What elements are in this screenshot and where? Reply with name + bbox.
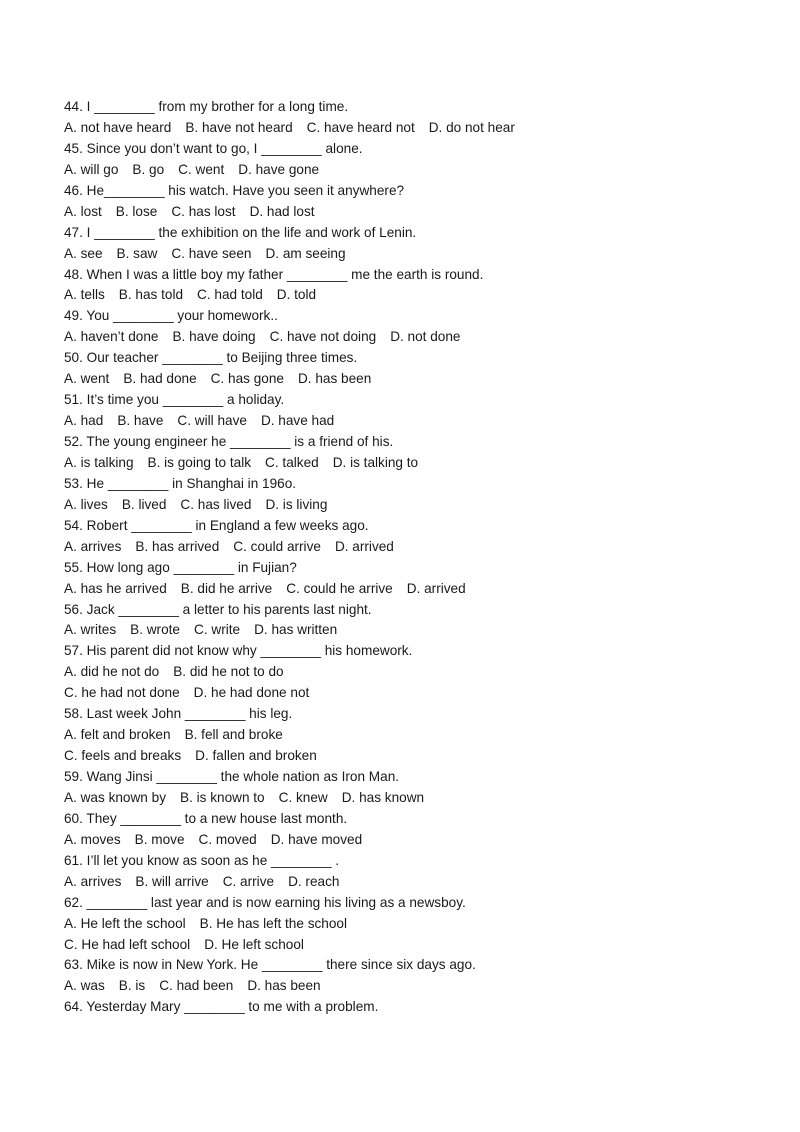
question-stem: 63. Mike is now in New York. He ________ there since six days ago.: [64, 957, 476, 973]
answer-options-row: [64, 620, 764, 641]
answer-option: B. will arrive: [135, 873, 209, 889]
answer-option: B. is known to: [180, 789, 265, 805]
answer-options-row: [64, 285, 764, 306]
answer-options-row: [64, 662, 764, 683]
answer-option: C. had told: [197, 287, 263, 303]
answer-option: C. have not doing: [269, 329, 377, 345]
answer-options-row: [64, 746, 764, 767]
question-stem: 55. How long ago ________ in Fujian?: [64, 559, 297, 575]
question-stem: 60. They ________ to a new house last month.: [64, 810, 348, 826]
answer-options-row: [64, 976, 764, 997]
question-stem: 64. Yesterday Mary ________ to me with a problem.: [64, 999, 379, 1015]
answer-option: A. writes: [64, 622, 117, 638]
answer-option: B. is going to talk: [147, 454, 252, 470]
answer-option: C. he had not done: [64, 685, 180, 701]
answer-option: C. knew: [278, 789, 328, 805]
answer-options-row: [64, 725, 764, 746]
answer-option: D. has known: [341, 789, 425, 805]
answer-options-row: [64, 118, 764, 139]
answer-option: B. lived: [121, 496, 167, 512]
answer-option: C. will have: [177, 413, 247, 429]
answer-option: B. is: [118, 978, 146, 994]
answer-option: A. arrives: [64, 538, 122, 554]
question-stem: 51. It’s time you ________ a holiday.: [64, 392, 285, 408]
answer-option: D. told: [276, 287, 317, 303]
answer-options-row: [64, 830, 764, 851]
answer-option: D. has written: [254, 622, 338, 638]
answer-option: B. have doing: [172, 329, 256, 345]
answer-option: D. He left school: [204, 936, 304, 952]
answer-options-row: [64, 411, 764, 432]
question-stem: 47. I ________ the exhibition on the life and work of Lenin.: [64, 224, 417, 240]
answer-option: C. could he arrive: [286, 580, 393, 596]
answer-option: D. have had: [260, 413, 335, 429]
worksheet: [64, 97, 764, 1018]
answer-options-row: [64, 453, 764, 474]
answer-option: B. saw: [116, 245, 158, 261]
answer-options-row: [64, 327, 764, 348]
answer-option: D. is talking to: [332, 454, 419, 470]
question-stem: 45. Since you don’t want to go, I ________ alone.: [64, 140, 363, 156]
answer-option: D. arrived: [406, 580, 466, 596]
question-stem: 53. He ________ in Shanghai in 196o.: [64, 475, 297, 491]
question-stem: 49. You ________ your homework..: [64, 308, 278, 324]
answer-option: C. He had left school: [64, 936, 191, 952]
answer-options-row: [64, 369, 764, 390]
answer-option: A. felt and broken: [64, 727, 171, 743]
answer-option: A. arrives: [64, 873, 122, 889]
answer-option: A. went: [64, 371, 110, 387]
answer-option: B. have not heard: [185, 119, 293, 135]
answer-options-row: [64, 579, 764, 600]
answer-option: A. He left the school: [64, 915, 186, 931]
answer-option: A. haven’t done: [64, 329, 159, 345]
answer-option: C. went: [178, 161, 225, 177]
question-stem: 59. Wang Jinsi ________ the whole nation as Iron Man.: [64, 769, 400, 784]
answer-option: A. lost: [64, 203, 102, 219]
question-stem: 50. Our teacher ________ to Beijing three times.: [64, 350, 358, 366]
answer-option: B. have: [117, 413, 164, 429]
answer-option: C. could arrive: [233, 538, 321, 554]
answer-options-row: [64, 537, 764, 558]
answer-option: B. did he arrive: [180, 580, 273, 596]
question-stem: 61. I’ll let you know as soon as he ________ .: [64, 852, 340, 868]
answer-option: D. am seeing: [265, 245, 346, 261]
answer-option: A. not have heard: [64, 119, 172, 135]
answer-option: D. is living: [265, 496, 328, 512]
answer-option: A. will go: [64, 161, 119, 177]
answer-option: B. He has left the school: [199, 915, 348, 931]
answer-option: D. reach: [288, 873, 340, 889]
answer-option: D. fallen and broken: [195, 748, 317, 764]
answer-option: C. write: [194, 622, 241, 638]
answer-option: D. arrived: [334, 538, 394, 554]
answer-option: A. did he not do: [64, 664, 160, 680]
answer-option: A. is talking: [64, 454, 134, 470]
answer-options-row: [64, 935, 764, 956]
answer-option: D. he had done not: [193, 685, 310, 701]
answer-option: D. have gone: [238, 161, 320, 177]
answer-option: C. has gone: [210, 371, 284, 387]
answer-option: C. feels and breaks: [64, 748, 182, 764]
answer-option: D. had lost: [249, 203, 315, 219]
answer-option: A. see: [64, 245, 103, 261]
answer-options-row: [64, 872, 764, 893]
question-stem: 58. Last week John ________ his leg.: [64, 706, 293, 722]
answer-option: A. had: [64, 413, 104, 429]
answer-option: C. has lost: [171, 203, 236, 219]
answer-option: D. has been: [247, 978, 321, 994]
answer-option: B. wrote: [130, 622, 180, 638]
answer-options-row: [64, 683, 764, 704]
answer-option: C. arrive: [222, 873, 275, 889]
answer-option: C. have seen: [171, 245, 252, 261]
question-list: [64, 97, 764, 1018]
question-stem: 48. When I was a little boy my father ________ me the earth is round.: [64, 266, 484, 282]
answer-option: A. has he arrived: [64, 580, 167, 596]
question-stem: 62. ________ last year and is now earning his living as a newsboy.: [64, 894, 466, 910]
answer-options-row: [64, 788, 764, 809]
answer-options-row: [64, 202, 764, 223]
answer-option: B. fell and broke: [184, 727, 283, 743]
answer-option: D. has been: [297, 371, 372, 387]
answer-option: B. has told: [118, 287, 184, 303]
answer-options-row: [64, 244, 764, 265]
question-stem: 44. I ________ from my brother for a long time.: [64, 99, 349, 114]
answer-option: B. lose: [115, 203, 158, 219]
answer-option: A. tells: [64, 287, 105, 303]
answer-option: C. moved: [198, 831, 257, 847]
answer-option: C. had been: [159, 978, 234, 994]
answer-options-row: [64, 495, 764, 516]
answer-option: C. talked: [265, 454, 319, 470]
answer-options-row: [64, 160, 764, 181]
question-stem: 56. Jack ________ a letter to his parents last night.: [64, 601, 372, 617]
question-stem: 52. The young engineer he ________ is a friend of his.: [64, 434, 394, 449]
answer-option: D. not done: [390, 329, 461, 345]
answer-option: A. was: [64, 978, 105, 994]
answer-option: D. have moved: [270, 831, 363, 847]
answer-option: B. go: [132, 161, 165, 177]
answer-option: C. has lived: [180, 496, 252, 512]
answer-option: B. had done: [123, 371, 197, 387]
question-stem: 54. Robert ________ in England a few weeks ago.: [64, 517, 369, 533]
question-stem: 46. He________ his watch. Have you seen it anywhere?: [64, 182, 405, 198]
answer-option: A. lives: [64, 496, 108, 512]
question-stem: 57. His parent did not know why ________ his homework.: [64, 643, 413, 659]
answer-option: B. did he not to do: [173, 664, 284, 680]
answer-option: B. move: [134, 831, 185, 847]
answer-option: A. moves: [64, 831, 121, 847]
answer-option: B. has arrived: [135, 538, 220, 554]
answer-options-row: [64, 914, 764, 935]
answer-option: A. was known by: [64, 789, 166, 805]
answer-option: C. have heard not: [306, 119, 415, 135]
answer-option: D. do not hear: [428, 119, 515, 135]
